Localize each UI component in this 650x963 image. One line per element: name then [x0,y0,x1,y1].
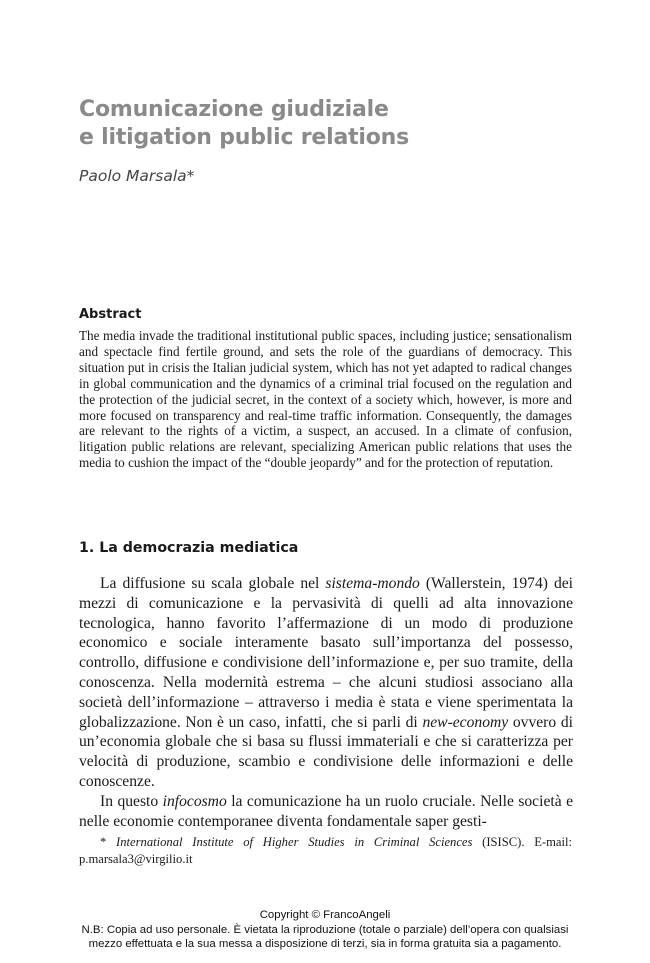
section-heading: 1. La democrazia mediatica [79,540,299,556]
body-paragraph-2: In questo infocosmo la comunicazione ha un ruolo cruciale. Nelle società e nelle economie contemporanee diventa fondamentale saper gesti- [79,792,573,830]
abstract-text: The media invade the traditional institutional public spaces, including justice; sensationalism and spectacle find fertile ground, and sets the role of the guardians of democracy. This situation put in crisis the Italian judicial system, which has not yet adapted to radical changes in global communication and the dynamics of a criminal trial focused on the regulation and the protection of the judicial secret, in the context of a society which, however, is more and more focused on transparency and real-time traffic information. Consequently, the damages are relevant to the rights of a victim, a suspect, an accused. In a climate of confusion, litigation public relations are relevant, specializing American public relations that uses the media to cushion the impact of the “double jeopardy” and for the protection of reputation. [79,328,572,471]
body-paragraph-1: La diffusione su scala globale nel sistema-mondo (Wallerstein, 1974) dei mezzi di comunicazione e la pervasività di quelli ad alta innovazione tecnologica, hanno favorito l’affermazione di un modo di produzione economico e sociale interamente basato sull’importanza del possesso, controllo, diffusione e condivisione dell’informazione e, per suo tramite, della conoscenza. Nella modernità estrema – che alcuni studiosi associano alla società dell’informazione – attraverso i media è stata e viene sperimentata la globalizzazione. Non è un caso, infatti, che si parli di new-economy ovvero di un’economia globale che si basa su flussi immateriali e che si caratterizza per velocità di produzione, scambio e condivisione delle informazioni e delle conoscenze. [79,575,573,790]
author-name: Paolo Marsala* [79,167,195,185]
article-title [79,96,599,152]
emphasis-sistema-mondo: sistema-mondo [325,575,420,592]
copyright-line-1: Copyright © FrancoAngeli [259,909,391,921]
section-body [79,574,573,831]
footnote-text: * International Institute of Higher Studies in Criminal Sciences (ISISC). E-mail: p.marsala3@virgilio.it [79,835,572,866]
copyright-line-3: mezzo effettuata e la sua messa a disposizione di terzi, sia in forma gratuita sia a pagamento. [88,938,562,950]
emphasis-new-economy: new-economy [422,713,509,731]
footnote-institution: International Institute of Higher Studies in Criminal Sciences [116,835,473,849]
copyright-line-2: N.B: Copia ad uso personale. È vietata la riproduzione (totale o parziale) dell’opera con qualsiasi [81,923,569,936]
emphasis-infocosmo: infocosmo [162,792,227,810]
abstract-heading: Abstract [79,307,142,322]
title-line-1: Comunicazione giudiziale [79,97,389,122]
footnote [79,834,572,867]
copyright-notice [0,908,650,952]
title-line-2: e litigation public relations [79,125,410,150]
